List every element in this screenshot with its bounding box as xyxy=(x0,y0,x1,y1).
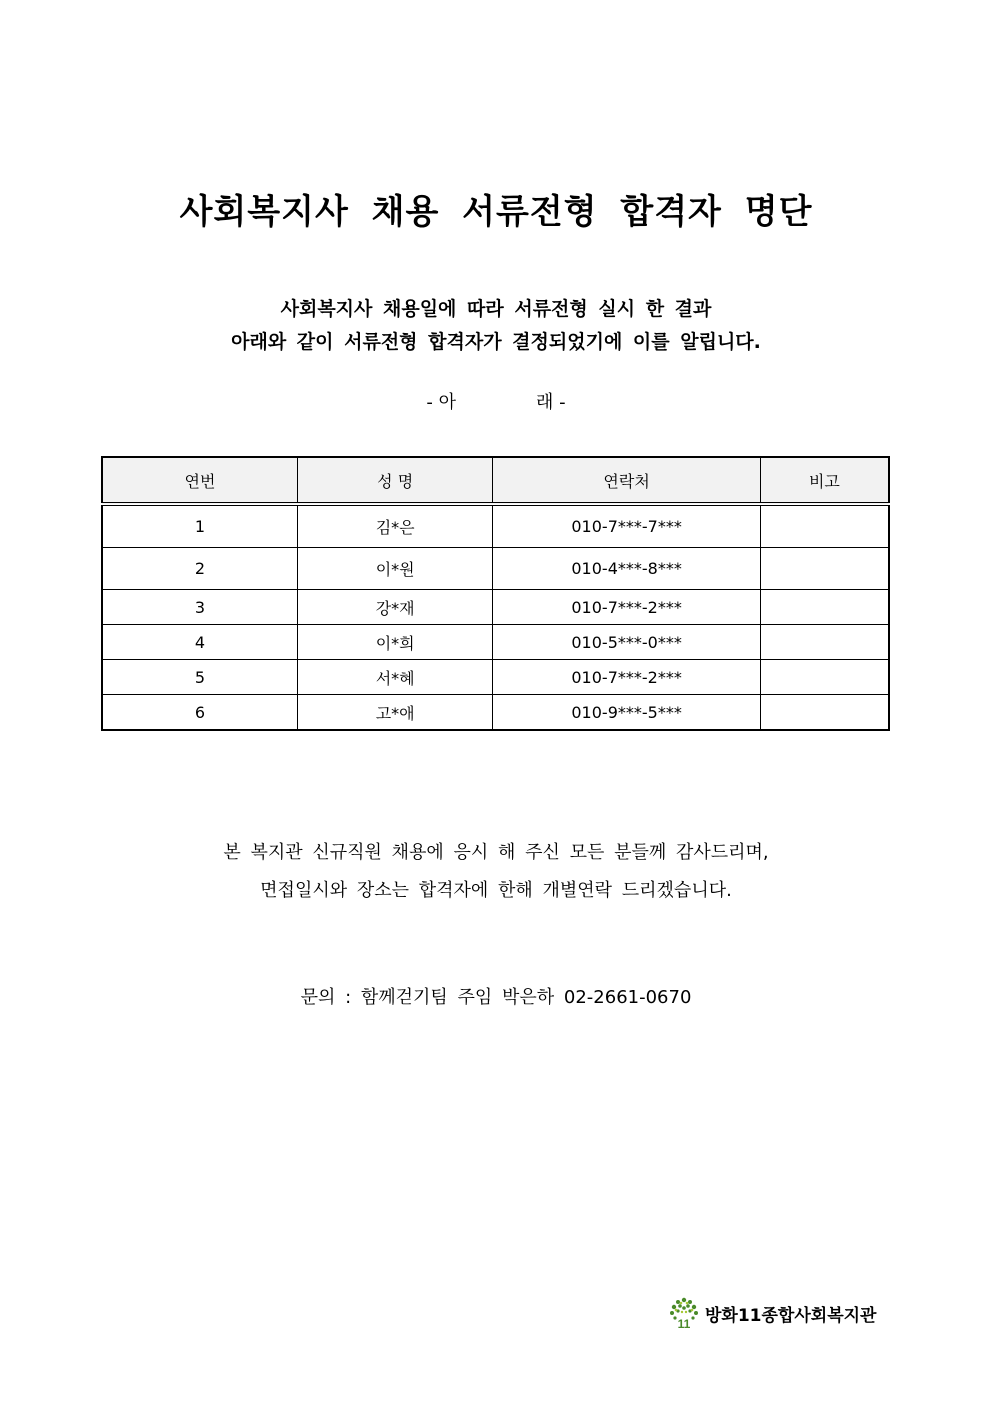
cell-number: 3 xyxy=(102,590,297,625)
header-note: 비고 xyxy=(760,457,889,504)
cell-number: 2 xyxy=(102,548,297,590)
cell-phone: 010-7***-2*** xyxy=(493,660,760,695)
cell-phone: 010-4***-8*** xyxy=(493,548,760,590)
cell-number: 4 xyxy=(102,625,297,660)
table-row xyxy=(102,695,889,731)
organization-logo xyxy=(667,1295,876,1331)
intro-line-1: 사회복지사 채용일에 따라 서류전형 실시 한 결과 xyxy=(280,298,712,320)
tree-icon xyxy=(667,1295,701,1331)
page-title: 사회복지사 채용 서류전형 합격자 명단 xyxy=(179,192,813,232)
header-phone: 연락처 xyxy=(493,457,760,504)
contact-info: 문의 : 함께걷기팀 주임 박은하 02-2661-0670 xyxy=(300,987,692,1008)
header-number: 연번 xyxy=(102,457,297,504)
table-header-row xyxy=(102,457,889,504)
cell-note xyxy=(760,660,889,695)
closing-line-2: 면접일시와 장소는 합격자에 한해 개별연락 드리겠습니다. xyxy=(260,880,732,901)
closing-line-1: 본 복지관 신규직원 채용에 응시 해 주신 모든 분들께 감사드리며, xyxy=(223,842,769,863)
cell-name: 서*혜 xyxy=(297,660,492,695)
below-heading-left: - 아 xyxy=(426,392,456,413)
organization-name: 방화11종합사회복지관 xyxy=(705,1305,877,1326)
cell-note xyxy=(760,548,889,590)
cell-number: 1 xyxy=(102,504,297,548)
cell-note xyxy=(760,625,889,660)
cell-name: 강*재 xyxy=(297,590,492,625)
below-heading xyxy=(0,388,992,414)
cell-phone: 010-5***-0*** xyxy=(493,625,760,660)
applicant-table xyxy=(101,456,890,731)
intro-text xyxy=(0,293,992,359)
cell-phone: 010-7***-2*** xyxy=(493,590,760,625)
header-name: 성 명 xyxy=(297,457,492,504)
table-row xyxy=(102,625,889,660)
cell-note xyxy=(760,695,889,731)
cell-name: 이*희 xyxy=(297,625,492,660)
cell-note xyxy=(760,504,889,548)
table-row xyxy=(102,660,889,695)
table-row xyxy=(102,504,889,548)
cell-phone: 010-7***-7*** xyxy=(493,504,760,548)
cell-name: 고*애 xyxy=(297,695,492,731)
cell-phone: 010-9***-5*** xyxy=(493,695,760,731)
cell-name: 이*원 xyxy=(297,548,492,590)
cell-number: 5 xyxy=(102,660,297,695)
table-row xyxy=(102,548,889,590)
intro-line-2: 아래와 같이 서류전형 합격자가 결정되었기에 이를 알립니다. xyxy=(231,331,761,353)
below-heading-right: 래 - xyxy=(536,392,566,413)
table-row xyxy=(102,590,889,625)
closing-text xyxy=(0,834,992,910)
cell-number: 6 xyxy=(102,695,297,731)
cell-name: 김*은 xyxy=(297,504,492,548)
cell-note xyxy=(760,590,889,625)
logo-mark-text: 11 xyxy=(677,1317,691,1331)
